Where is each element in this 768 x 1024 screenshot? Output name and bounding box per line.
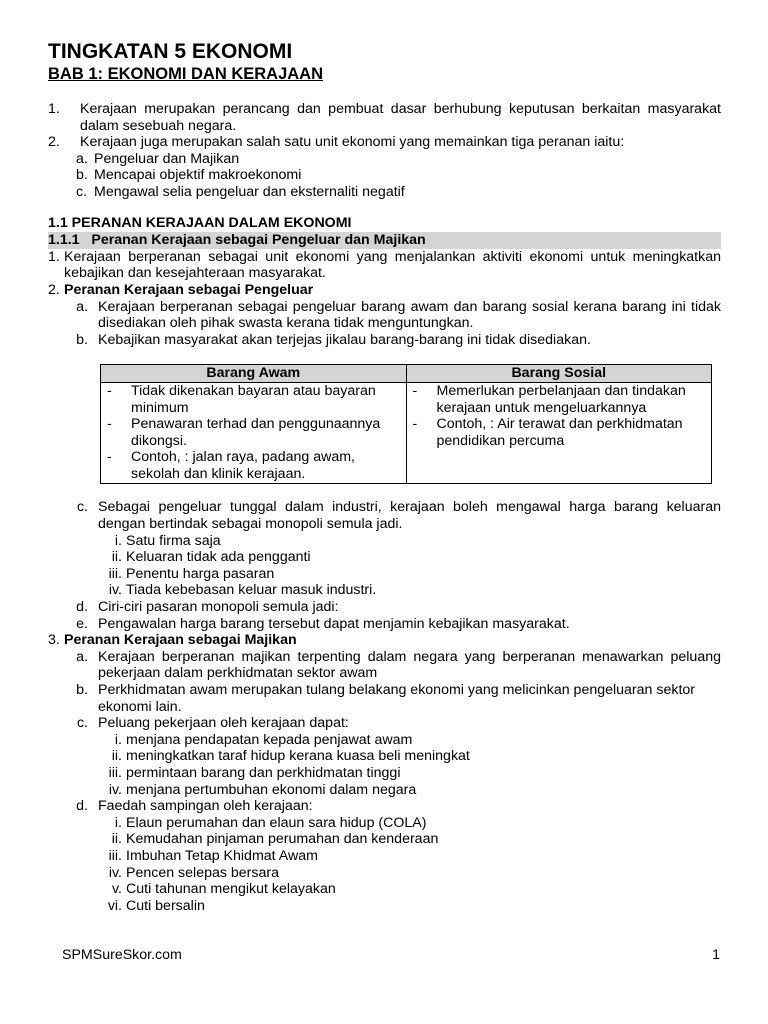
role-text: Mencapai objektif makroekonomi [94, 167, 302, 184]
roman-item: iii. Penentu harga pasaran [108, 565, 275, 582]
sub-text: Perkhidmatan awam merupakan tulang belakang ekonomi yang melicinkan pengeluaran sektor ekonomi lain. [98, 682, 696, 715]
list-item: - Contoh, : Air terawat dan perkhidmatan pendidikan percuma [412, 416, 683, 449]
sub-text: Faedah sampingan oleh kerajaan: [98, 798, 313, 815]
item-number: 1. [48, 101, 60, 117]
role-label: a. [76, 150, 88, 167]
roman-item: iv. Pencen selepas bersara [108, 864, 280, 881]
intro-item [48, 101, 721, 134]
roman-item: iii. permintaan barang dan perkhidmatan tinggi [108, 764, 401, 781]
sub-item [48, 499, 721, 532]
page-footer [62, 947, 720, 964]
page-number: 1 [712, 947, 720, 963]
sub-text: Ciri-ciri pasaran monopoli semula jadi: [98, 599, 339, 616]
goods-table [100, 364, 712, 484]
roman-item: i. menjana pendapatan kepada penjawat awam [114, 731, 413, 748]
sub-label: c. [76, 715, 88, 732]
subsection-heading: 1.1.1 Peranan Kerajaan sebagai Pengeluar dan Majikan [48, 232, 721, 249]
sub-item [48, 599, 721, 616]
chapter-title: BAB 1: EKONOMI DAN KERAJAAN [48, 65, 324, 83]
sub-label: c. [76, 499, 88, 516]
sub-label: b. [76, 331, 88, 348]
list-item: - Memerlukan perbelanjaan dan tindakan kerajaan untuk mengeluarkannya [412, 382, 686, 416]
sub-item [48, 649, 721, 682]
list-item: - Contoh, : jalan raya, padang awam, sekolah dan klinik kerajaan. [107, 449, 355, 482]
sub-label: d. [76, 798, 88, 815]
page-title: TINGKATAN 5 EKONOMI [48, 40, 293, 63]
roman-item: i. Satu firma saja [114, 532, 221, 549]
role-item [76, 167, 721, 184]
list-item: - Penawaran terhad dan penggunaannya dikongsi. [107, 416, 381, 449]
sub-text: Kerajaan berperanan sebagai pengeluar barang awam dan barang sosial kerana barang ini tidak disediakan oleh pihak swasta kerana tidak menguntungkan. [98, 298, 721, 332]
point-number: 3. [48, 632, 60, 649]
roman-item: i. Elaun perumahan dan elaun sara hidup (COLA) [114, 814, 427, 831]
point-title: Peranan Kerajaan sebagai Pengeluar [64, 281, 314, 298]
roman-item: v. Cuti tahunan mengikut kelayakan [112, 881, 336, 898]
item-text: Kerajaan juga merupakan salah satu unit ekonomi yang memainkan tiga peranan iaitu: [80, 134, 625, 151]
point-number: 1. [48, 248, 60, 265]
footer-site: SPMSureSkor.com [62, 947, 182, 963]
sub-item [48, 299, 721, 332]
sub-text: Sebagai pengeluar tunggal dalam industri, kerajaan boleh mengawal harga barang keluaran dengan bertindak sebagai monopoli semula jadi. [98, 499, 721, 533]
sub-item [48, 715, 721, 732]
point-2-heading [48, 282, 721, 299]
point-1 [48, 249, 721, 282]
intro-item [48, 134, 721, 151]
point-3-heading [48, 632, 721, 649]
sub-text: Kebajikan masyarakat akan terjejas jikalau barang-barang ini tidak disediakan. [98, 331, 591, 348]
role-text: Mengawal selia pengeluar dan eksternaliti negatif [94, 183, 405, 200]
sub-label: a. [76, 298, 88, 315]
sub-label: e. [76, 615, 88, 632]
sub-label: a. [76, 648, 88, 665]
roman-item: iii. Imbuhan Tetap Khidmat Awam [108, 847, 318, 864]
document-page [48, 40, 721, 914]
table-cell-sosial [406, 382, 712, 484]
point-number: 2. [48, 281, 60, 298]
sub-item [48, 332, 721, 349]
sub-item [48, 682, 721, 715]
sub-label: d. [76, 599, 88, 616]
sub-item [48, 798, 721, 815]
list-item: - Tidak dikenakan bayaran atau bayaran minimum [107, 382, 376, 416]
role-item [76, 151, 721, 168]
table-cell-awam [101, 382, 407, 484]
roman-item: iv. Tiada kebebasan keluar masuk industri. [108, 582, 377, 599]
section-heading: 1.1 PERANAN KERAJAAN DALAM EKONOMI [48, 214, 352, 231]
roman-item: vi. Cuti bersalin [107, 897, 205, 914]
sub-text: Peluang pekerjaan oleh kerajaan dapat: [98, 715, 349, 732]
table-header-sosial: Barang Sosial [406, 365, 712, 383]
item-text: Kerajaan merupakan perancang dan pembuat dasar berhubung keputusan berkaitan masyarakat dalam sesebuah negara. [80, 101, 721, 134]
sub-text: Pengawalan harga barang tersebut dapat menjamin kebajikan masyarakat. [98, 615, 570, 632]
point-text: Kerajaan berperanan sebagai unit ekonomi yang menjalankan aktiviti ekonomi untuk meningkatkan kebajikan dan kesejahteraan masyarakat. [64, 248, 721, 282]
role-text: Pengeluar dan Majikan [94, 150, 240, 167]
roman-item: ii. Kemudahan pinjaman perumahan dan kenderaan [111, 831, 439, 848]
item-number: 2. [48, 134, 60, 151]
role-item [76, 184, 721, 201]
roman-item: ii. Keluaran tidak ada pengganti [111, 549, 311, 566]
sub-text: Kerajaan berperanan majikan terpenting dalam negara yang berperanan menawarkan peluang pekerjaan dalam perkhidmatan sektor awam [98, 648, 721, 682]
sub-label: b. [76, 682, 88, 698]
table-header-awam: Barang Awam [101, 365, 407, 383]
roman-item: iv. menjana pertumbuhan ekonomi dalam negara [108, 781, 417, 798]
roman-item: ii. meningkatkan taraf hidup kerana kuasa beli meningkat [111, 748, 470, 765]
role-label: c. [76, 183, 88, 200]
sub-item [48, 616, 721, 633]
role-label: b. [76, 167, 88, 184]
point-title: Peranan Kerajaan sebagai Majikan [64, 632, 297, 649]
